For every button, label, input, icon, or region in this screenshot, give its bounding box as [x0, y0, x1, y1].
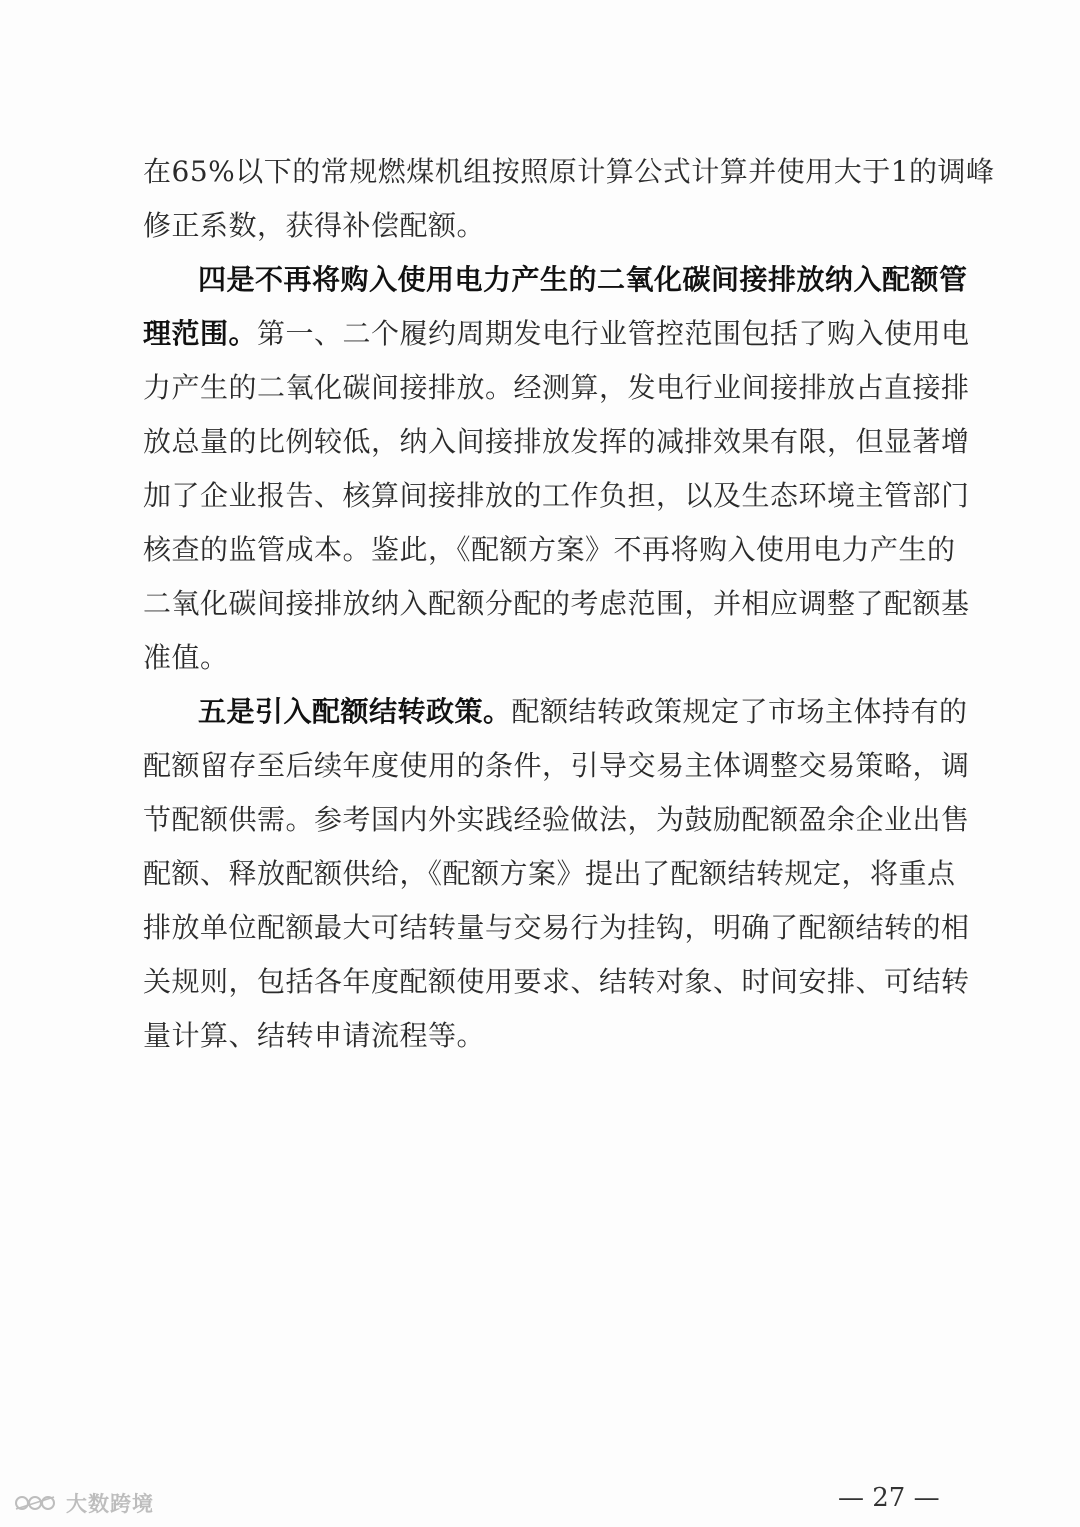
watermark-text: 大数跨境 [66, 1492, 154, 1516]
paragraph-line: 准值。 [143, 641, 229, 674]
watermark [14, 1488, 154, 1518]
paragraph-line: 修正系数，获得补偿配额。 [143, 209, 486, 242]
paragraph-line: 量计算、结转申请流程等。 [143, 1019, 486, 1052]
section-heading: 四是不再将购入使用电力产生的二氧化碳间接排放纳入配额管 [198, 263, 968, 296]
page-number: — 27 — [838, 1483, 940, 1513]
paragraph-line: 配额留存至后续年度使用的条件，引导交易主体调整交易策略，调 [143, 749, 970, 782]
paragraph-line: 加了企业报告、核算间接排放的工作负担，以及生态环境主管部门 [143, 479, 970, 512]
watermark-logo-icon [14, 1493, 58, 1513]
paragraph-line [198, 695, 968, 728]
paragraph-line [143, 317, 970, 350]
paragraph-line: 关规则，包括各年度配额使用要求、结转对象、时间安排、可结转 [143, 965, 970, 998]
paragraph-line: 配额、释放配额供给，《配额方案》提出了配额结转规定，将重点 [143, 857, 956, 890]
paragraph-line: 放总量的比例较低，纳入间接排放发挥的减排效果有限，但显著增 [143, 425, 970, 458]
paragraph-line: 力产生的二氧化碳间接排放。经测算，发电行业间接排放占直接排 [143, 371, 970, 404]
paragraph-text: 第一、二个履约周期发电行业管控范围包括了购入使用电 [257, 317, 970, 350]
section-heading: 五是引入配额结转政策。 [198, 695, 512, 728]
paragraph-line: 排放单位配额最大可结转量与交易行为挂钩，明确了配额结转的相 [143, 911, 970, 944]
paragraph-line: 二氧化碳间接排放纳入配额分配的考虑范围，并相应调整了配额基 [143, 587, 970, 620]
section-heading: 理范围。 [143, 317, 258, 350]
paragraph-text: 配额结转政策规定了市场主体持有的 [511, 695, 968, 728]
paragraph-line: 节配额供需。参考国内外实践经验做法，为鼓励配额盈余企业出售 [143, 803, 970, 836]
paragraph-line: 核查的监管成本。鉴此，《配额方案》不再将购入使用电力产生的 [143, 533, 956, 566]
paragraph-line: 在65%以下的常规燃煤机组按照原计算公式计算并使用大于1的调峰 [143, 155, 995, 188]
